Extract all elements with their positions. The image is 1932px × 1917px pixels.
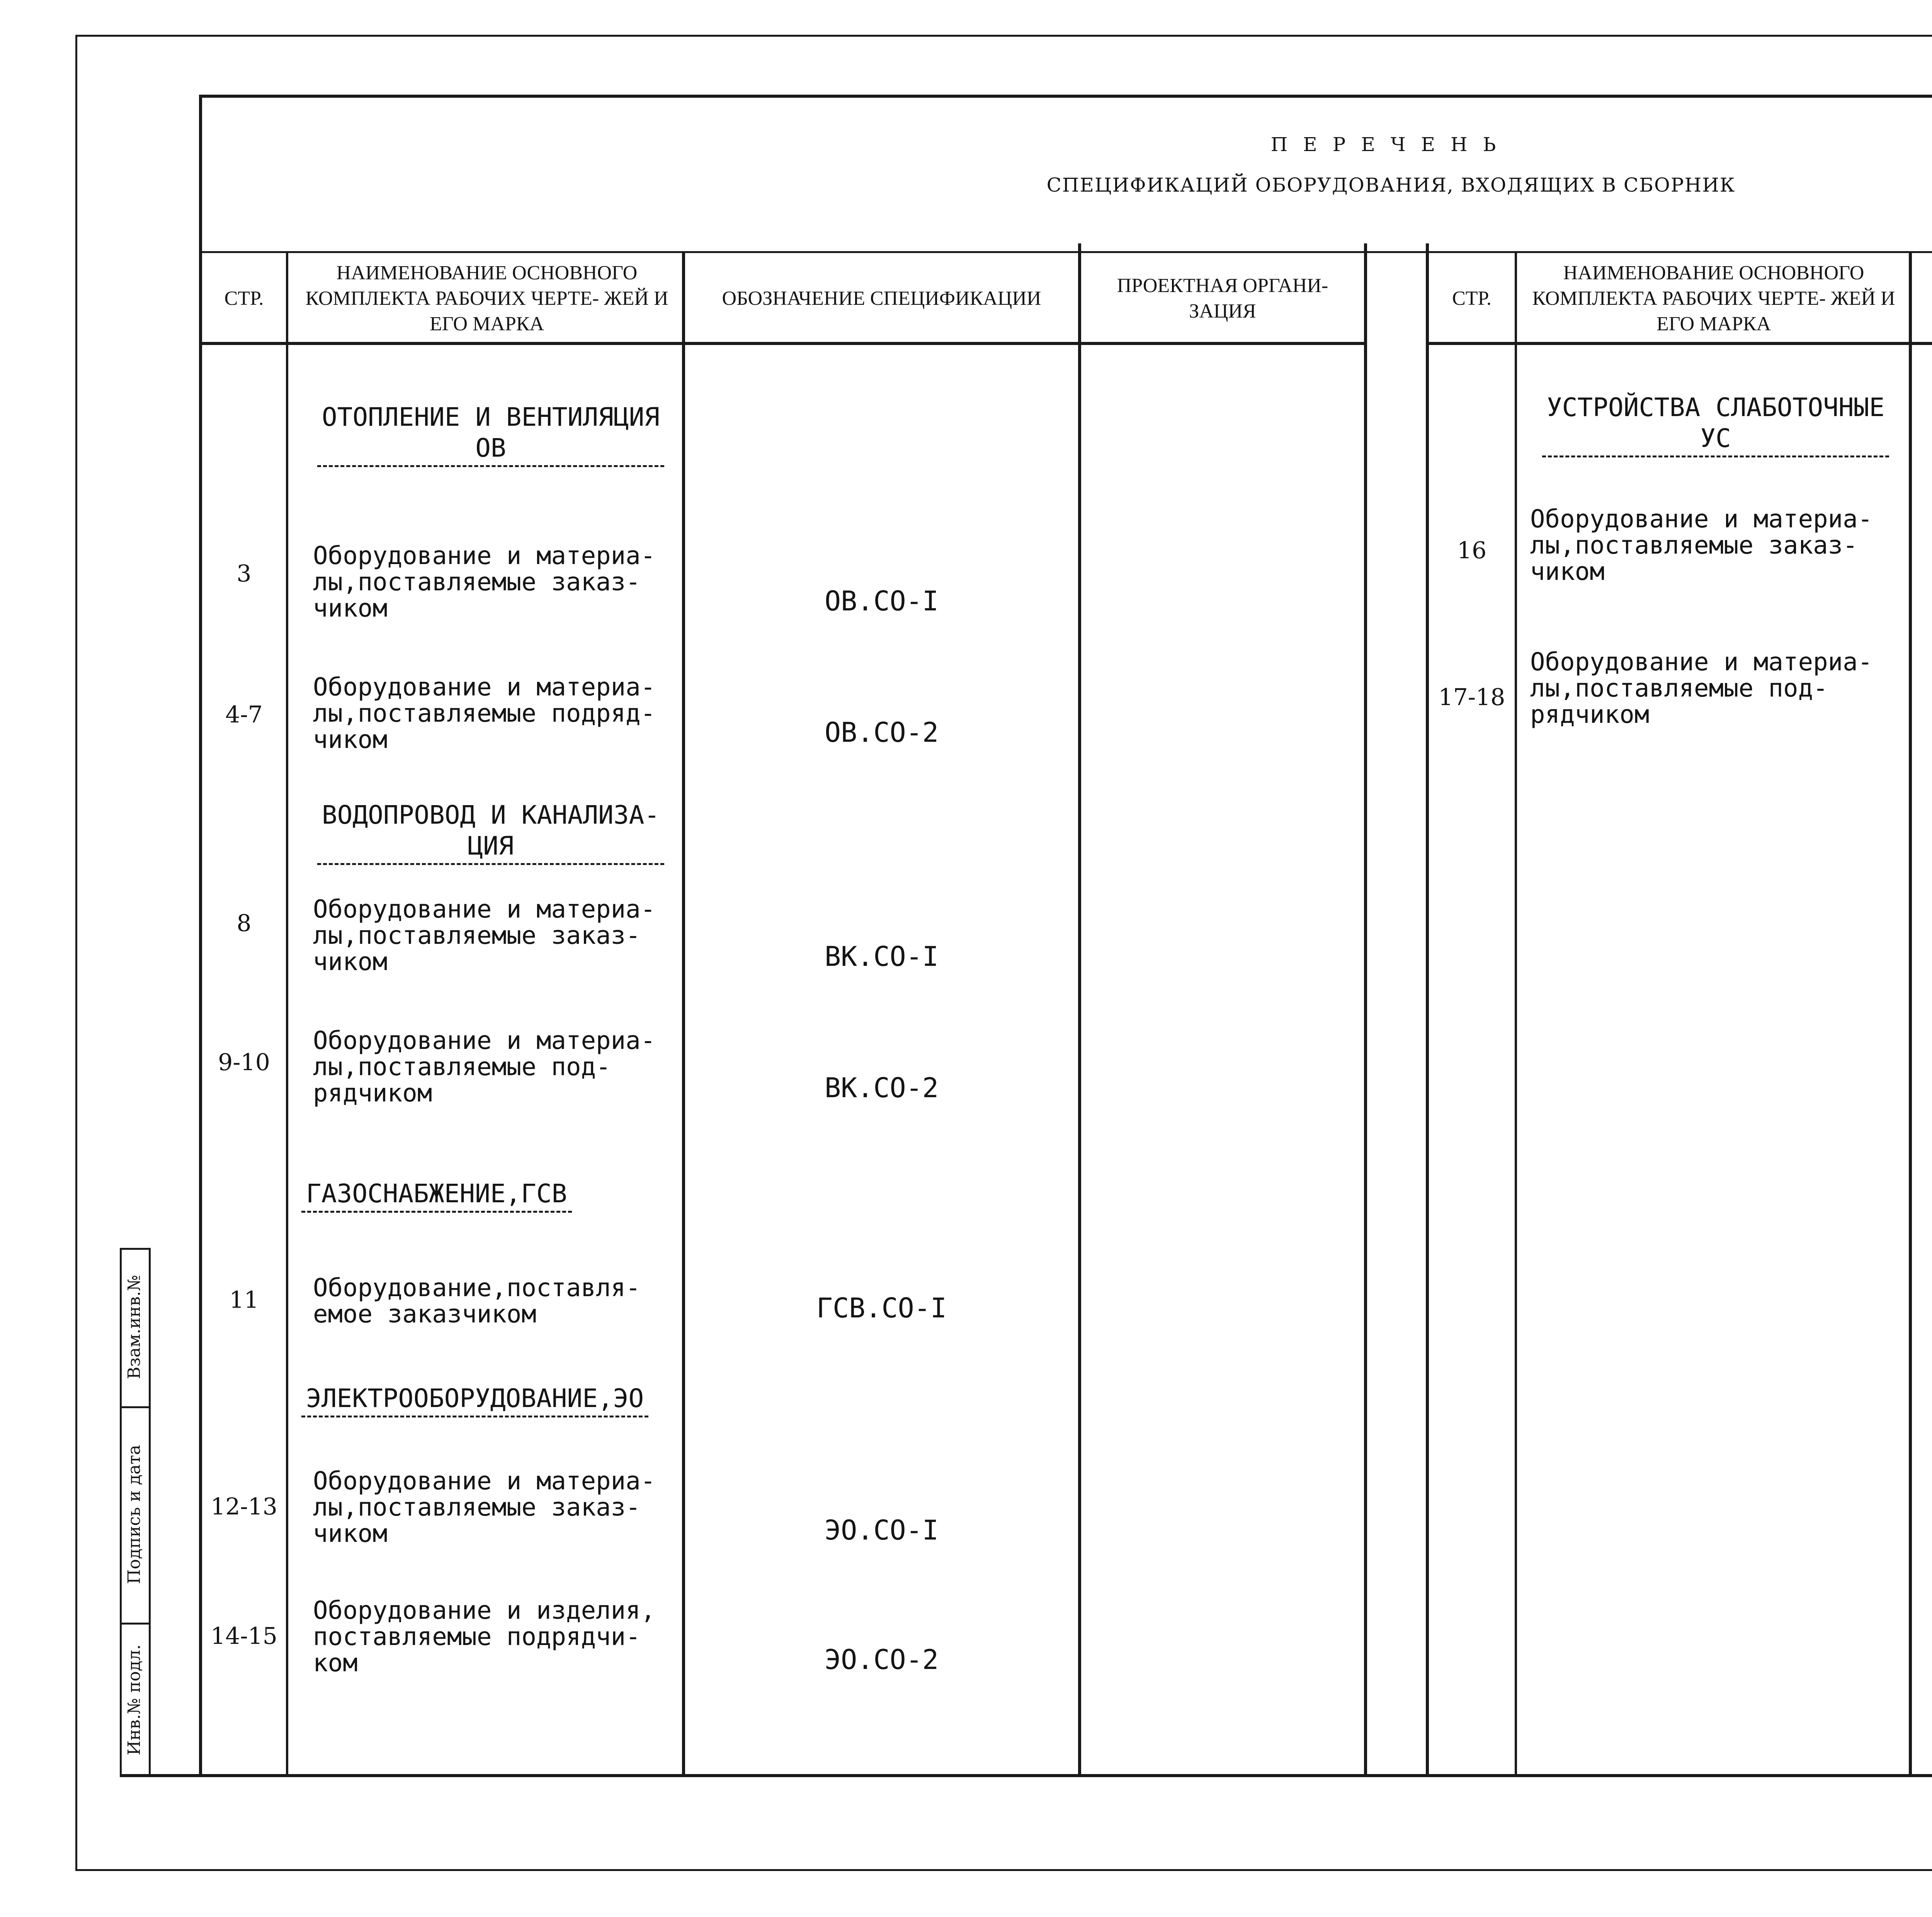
section-water <box>301 800 680 865</box>
right-header-designation <box>1913 255 1932 342</box>
row-page: 14-15 <box>211 1623 277 1650</box>
sheet-border-top <box>75 35 1932 37</box>
section-electric <box>301 1383 680 1417</box>
left-col-divider-3 <box>1078 243 1081 1777</box>
right-header-name: НАИМЕНОВАНИЕ ОСНОВНОГО КОМПЛЕКТА РАБОЧИХ ЧЕРТЕ- ЖЕЙ И ЕГО МАРКА <box>1532 262 1895 335</box>
section-water-label: ВОДОПРОВОД И КАНАЛИЗА- ЦИЯ <box>317 800 664 865</box>
sheet-border-left <box>75 35 77 1870</box>
row-page: 9-10 <box>218 1049 270 1076</box>
row-name: Оборудование и материа- лы,поставляемые под- рядчиком <box>313 1026 656 1108</box>
row-code: ВК.СО-2 <box>824 1072 939 1104</box>
title-divider <box>199 251 1932 253</box>
right-col-divider-1 <box>1426 243 1429 1777</box>
row-code: ЭО.СО-2 <box>824 1644 939 1676</box>
stamp-inv-replace: Взам.инв.№ <box>124 1275 144 1379</box>
section-heating <box>301 402 680 467</box>
document-title: ПЕРЕЧЕНЬ <box>1270 133 1512 156</box>
frame-top <box>199 95 1932 98</box>
left-header-name: НАИМЕНОВАНИЕ ОСНОВНОГО КОМПЛЕКТА РАБОЧИХ ЧЕРТЕ- ЖЕЙ И ЕГО МАРКА <box>305 262 668 335</box>
row-code: ГСВ.СО-I <box>816 1292 947 1324</box>
row-code: ЭО.СО-I <box>824 1514 939 1546</box>
frame-bottom <box>120 1774 1932 1777</box>
row-code: ВК.СО-I <box>824 941 939 972</box>
section-low-current-label: УСТРОЙСТВА СЛАБОТОЧНЫЕ УС <box>1542 392 1889 457</box>
section-heating-label: ОТОПЛЕНИЕ И ВЕНТИЛЯЦИЯ ОВ <box>317 402 664 467</box>
left-col-divider-2 <box>682 251 685 1777</box>
row-name: Оборудование и материа- лы,поставляемые заказ- чиком <box>313 895 656 976</box>
right-col-divider-3 <box>1909 251 1912 1777</box>
row-name: Оборудование и материа- лы,поставляемые заказ- чиком <box>1530 505 1873 586</box>
section-electric-label: ЭЛЕКТРООБОРУДОВАНИЕ,ЭО <box>301 1383 648 1417</box>
row-name: Оборудование и материа- лы,поставляемые подряд- чиком <box>313 673 656 754</box>
left-header-bottom <box>199 342 1366 345</box>
row-page: 8 <box>236 910 252 937</box>
row-name: Оборудование и материа- лы,поставляемые заказ- чиком <box>313 1467 656 1548</box>
row-code: ОВ.СО-2 <box>824 717 939 748</box>
sheet-border-bottom <box>75 1869 1932 1871</box>
row-name: Оборудование,поставля- емое заказчиком <box>313 1274 641 1329</box>
row-page: 3 <box>236 560 252 587</box>
left-col-divider-1 <box>286 251 288 1777</box>
row-page: 11 <box>229 1286 259 1314</box>
document-subtitle: СПЕЦИФИКАЦИЙ ОБОРУДОВАНИЯ, ВХОДЯЩИХ В СБОРНИК <box>1046 174 1736 196</box>
left-header-designation: ОБОЗНАЧЕНИЕ СПЕЦИФИКАЦИИ <box>722 287 1041 309</box>
right-header-bottom <box>1426 342 1932 345</box>
stamp-inv-original: Инв.№ подл. <box>124 1644 144 1756</box>
row-code <box>1913 695 1932 727</box>
left-header-organization: ПРОЕКТНАЯ ОРГАНИ- ЗАЦИЯ <box>1117 274 1328 322</box>
stamp-divider <box>149 1248 151 1777</box>
right-col-divider-2 <box>1515 251 1517 1777</box>
stamp-top <box>120 1248 151 1250</box>
left-header-page: СТР. <box>224 287 264 309</box>
stamp-split-1 <box>120 1406 151 1408</box>
row-name: Оборудование и материа- лы,поставляемые под- рядчиком <box>1530 648 1873 729</box>
row-page: 16 <box>1457 537 1487 564</box>
row-name: Оборудование и изделия, поставляемые подрядчи- ком <box>313 1596 656 1677</box>
row-page: 12-13 <box>211 1493 277 1520</box>
right-header-page: СТР. <box>1452 287 1492 309</box>
stamp-signature-date: Подпись и дата <box>124 1445 144 1584</box>
row-name: Оборудование и материа- лы,поставляемые заказ- чиком <box>313 542 656 623</box>
section-gas <box>301 1178 611 1213</box>
row-code <box>1913 552 1932 584</box>
section-low-current <box>1526 392 1905 457</box>
row-page: 17-18 <box>1438 684 1505 711</box>
row-page: 4-7 <box>225 701 263 728</box>
left-col-divider-4 <box>1364 243 1367 1777</box>
stamp-split-2 <box>120 1623 151 1625</box>
row-code: ОВ.СО-I <box>824 585 939 617</box>
frame-left <box>199 95 202 1777</box>
section-gas-label: ГАЗОСНАБЖЕНИЕ,ГСВ <box>301 1178 572 1213</box>
